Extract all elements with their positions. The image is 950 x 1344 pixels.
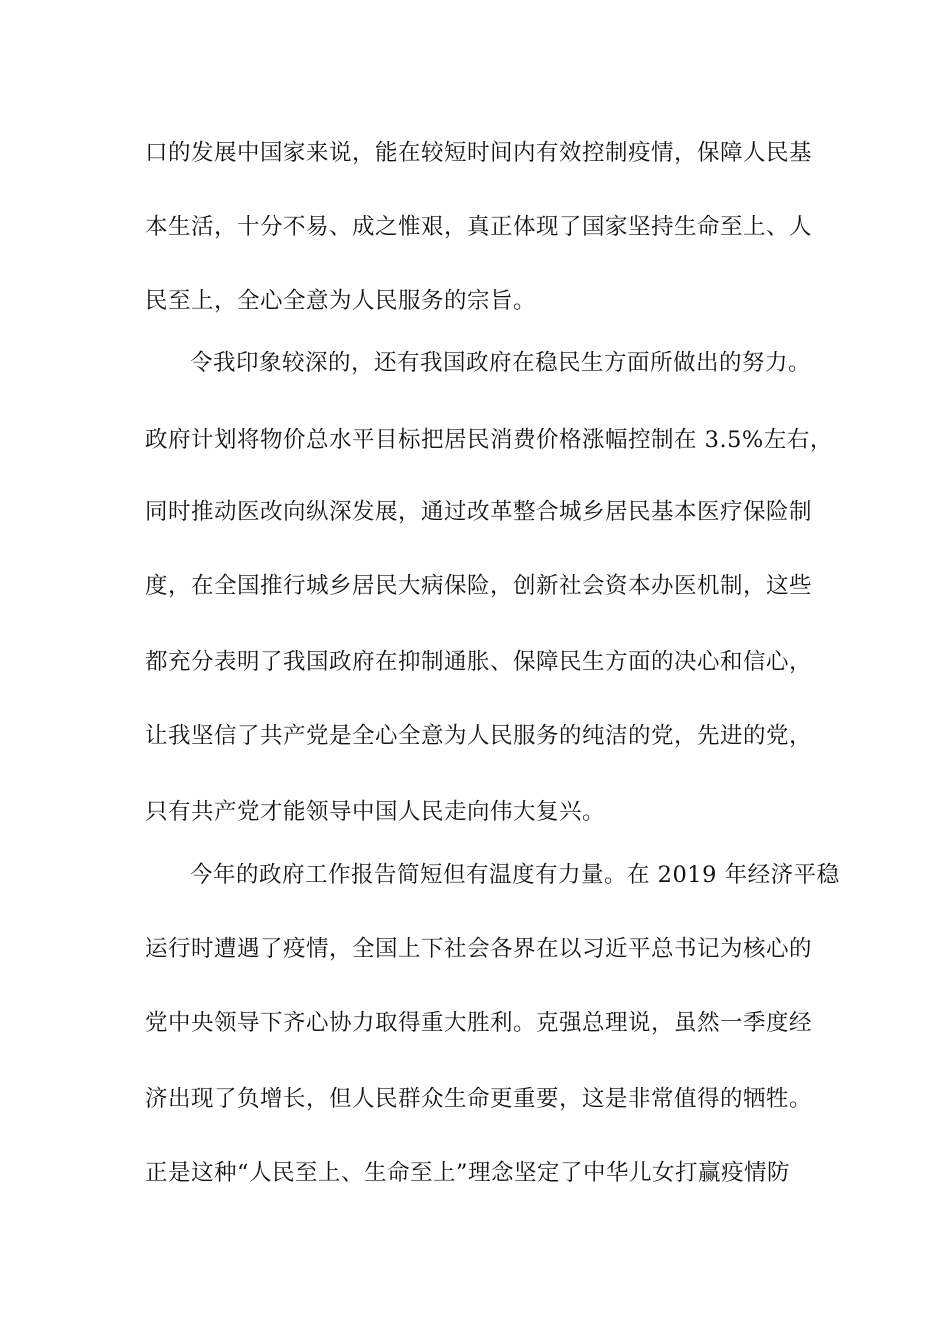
text-line: 政府计划将物价总水平目标把居民消费价格涨幅控制在 3.5%左右， — [145, 427, 833, 453]
text-line: 度，在全国推行城乡居民大病保险，创新社会资本办医机制，这些 — [145, 573, 813, 599]
text-line: 济出现了负增长，但人民群众生命更重要，这是非常值得的牺牲。 — [145, 1086, 813, 1112]
paragraph-first-line: 今年的政府工作报告简短但有温度有力量。在 2019 年经济平稳 — [190, 862, 840, 888]
text-line: 让我坚信了共产党是全心全意为人民服务的纯洁的党，先进的党， — [145, 723, 813, 749]
text-line: 党中央领导下齐心协力取得重大胜利。克强总理说，虽然一季度经 — [145, 1010, 813, 1036]
text-line: 同时推动医改向纵深发展，通过改革整合城乡居民基本医疗保险制 — [145, 499, 813, 525]
text-line: 本生活，十分不易、成之惟艰，真正体现了国家坚持生命至上、人 — [145, 214, 813, 240]
text-line: 运行时遭遇了疫情，全国上下社会各界在以习近平总书记为核心的 — [145, 936, 813, 962]
text-line: 只有共产党才能领导中国人民走向伟大复兴。 — [145, 799, 606, 825]
text-line: 民至上，全心全意为人民服务的宗旨。 — [145, 288, 537, 314]
text-line: 口的发展中国家来说，能在较短时间内有效控制疫情，保障人民基 — [145, 140, 813, 166]
text-line: 正是这种“人民至上、生命至上”理念坚定了中华儿女打赢疫情防 — [145, 1160, 791, 1186]
text-line: 都充分表明了我国政府在抑制通胀、保障民生方面的决心和信心， — [145, 649, 813, 675]
paragraph-first-line: 令我印象较深的，还有我国政府在稳民生方面所做出的努力。 — [190, 350, 812, 376]
